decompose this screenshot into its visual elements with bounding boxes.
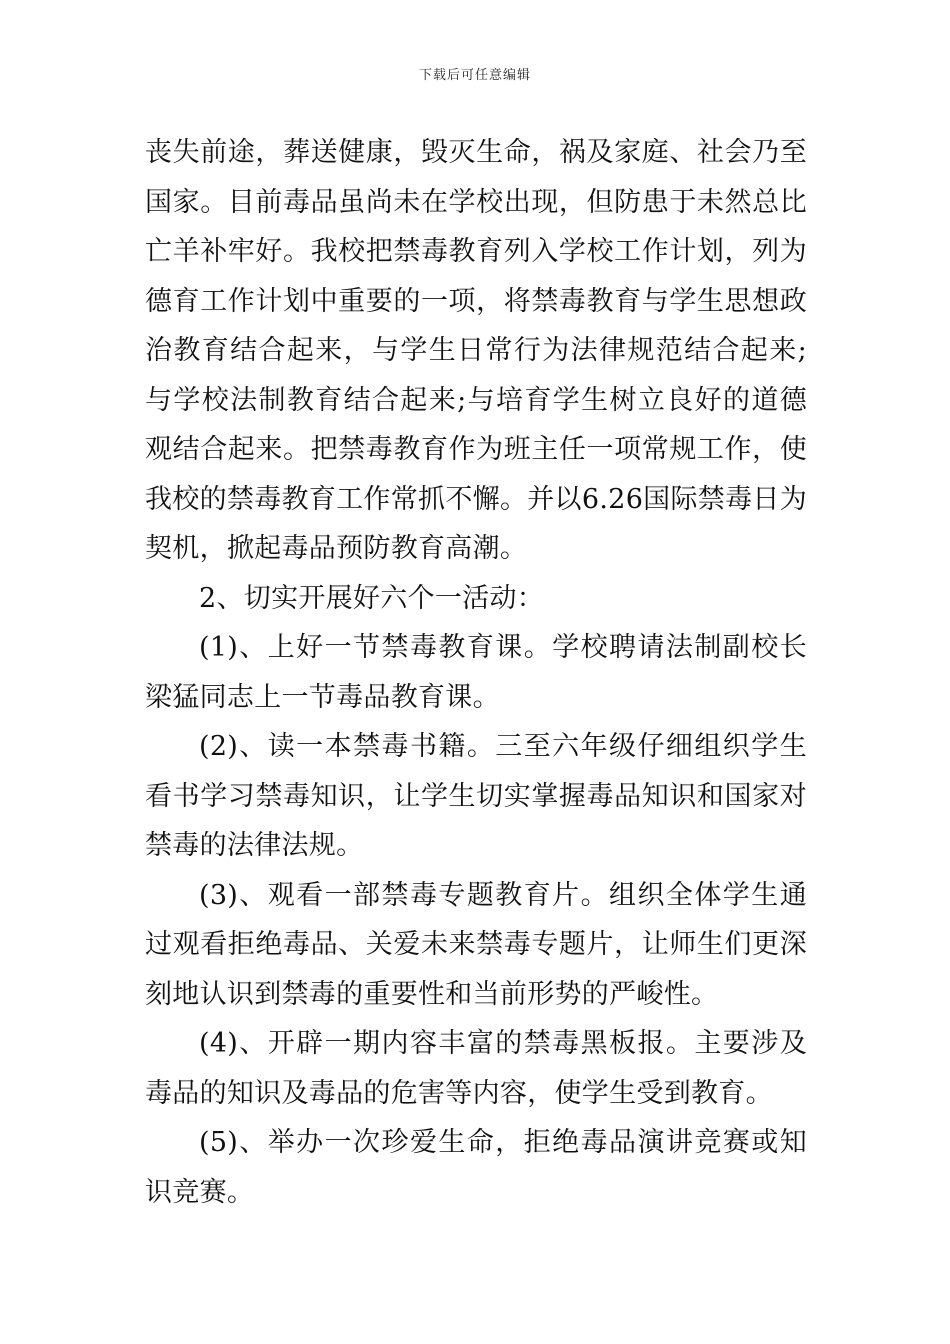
document-body: [145, 128, 807, 1217]
paragraph-activity-1: (1)、上好一节禁毒教育课。学校聘请法制副校长梁猛同志上一节毒品教育课。: [145, 632, 807, 713]
page-header-note: 下载后可任意编辑: [418, 68, 531, 83]
paragraph-activity-2: (2)、读一本禁毒书籍。三至六年级仔细组织学生看书学习禁毒知识，让学生切实掌握毒品知识和国家对禁毒的法律法规。: [145, 731, 807, 861]
paragraph-activity-4: (4)、开辟一期内容丰富的禁毒黑板报。主要涉及毒品的知识及毒品的危害等内容，使学生受到教育。: [145, 1028, 807, 1109]
paragraph-section-2-heading: 2、切实开展好六个一活动：: [199, 582, 545, 614]
paragraph-intro-continued: 丧失前途，葬送健康，毁灭生命，祸及家庭、社会乃至国家。目前毒品虽尚未在学校出现，但防患于未然总比亡羊补牢好。我校把禁毒教育列入学校工作计划，列为德育工作计划中重要的一项，将禁毒教育与学生思想政治教育结合起来，与学生日常行为法律规范结合起来;与学校法制教育结合起来;与培育学生树立良好的道德观结合起来。把禁毒教育作为班主任一项常规工作，使我校的禁毒教育工作常抓不懈。并以6.26国际禁毒日为契机，掀起毒品预防教育高潮。: [145, 137, 807, 564]
paragraph-activity-5: (5)、举办一次珍爱生命，拒绝毒品演讲竞赛或知识竞赛。: [145, 1127, 807, 1208]
paragraph-activity-3: (3)、观看一部禁毒专题教育片。组织全体学生通过观看拒绝毒品、关爱未来禁毒专题片，让师生们更深刻地认识到禁毒的重要性和当前形势的严峻性。: [145, 879, 807, 1010]
